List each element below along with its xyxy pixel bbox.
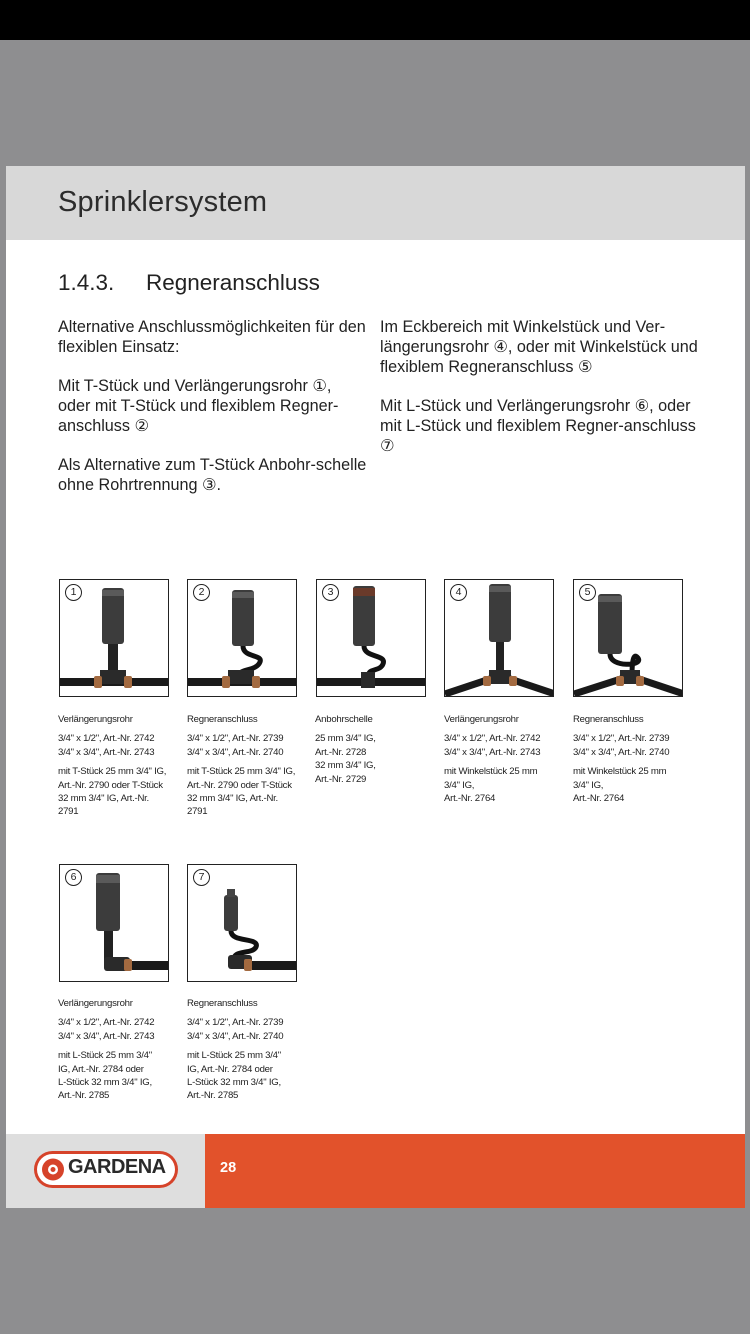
figure-note: mit Winkelstück 25 mm 3/4" IG, Art.-Nr. 2764: [573, 766, 667, 805]
figure-1: [59, 579, 169, 697]
figure-number-badge: 1: [65, 584, 82, 601]
status-bar: [0, 0, 750, 40]
figure-caption-3: [315, 713, 439, 792]
figure-note: mit L-Stück 25 mm 3/4" IG, Art.-Nr. 2784 oder L-Stück 32 mm 3/4" IG, Art.-Nr. 2785: [58, 1050, 152, 1102]
figure-number-badge: 6: [65, 869, 82, 886]
figure-caption-7: [187, 997, 311, 1103]
figure-2: [187, 579, 297, 697]
figure-number-badge: 4: [450, 584, 467, 601]
figure-title: Verlängerungsrohr: [58, 714, 133, 725]
footer-accent-bar: [205, 1134, 745, 1208]
figure-caption-5: [573, 713, 697, 805]
figure-note: mit L-Stück 25 mm 3/4" IG, Art.-Nr. 2784 oder L-Stück 32 mm 3/4" IG, Art.-Nr. 2785: [187, 1050, 281, 1102]
figure-note: mit T-Stück 25 mm 3/4" IG, Art.-Nr. 2790 oder T-Stück 32 mm 3/4" IG, Art.-Nr. 2791: [187, 766, 296, 818]
gardena-flower-icon: [39, 1155, 67, 1184]
intro-paragraph: Mit T-Stück und Verlängerungsrohr ①, oder mit T-Stück und flexiblem Regner-anschluss ②: [58, 377, 339, 435]
figure-number-badge: 7: [193, 869, 210, 886]
figure-number-badge: 3: [322, 584, 339, 601]
intro-paragraph: Mit L-Stück und Verlängerungsrohr ⑥, oder mit L-Stück und flexiblem Regner-anschluss ⑦: [380, 397, 696, 455]
figure-sizes: 3/4" x 1/2", Art.-Nr. 2739 3/4" x 3/4", Art.-Nr. 2740: [187, 733, 284, 758]
figure-title: Verlängerungsrohr: [444, 714, 519, 725]
figure-caption-6: [58, 997, 182, 1103]
page-number: 28: [220, 1160, 237, 1176]
figure-sizes: 3/4" x 1/2", Art.-Nr. 2742 3/4" x 3/4", Art.-Nr. 2743: [58, 733, 155, 758]
document-page: [6, 166, 745, 1208]
figure-title: Regneranschluss: [187, 714, 258, 725]
section-number: 1.4.3.: [58, 270, 115, 295]
intro-column-right: [380, 317, 710, 475]
intro-paragraph: Als Alternative zum T-Stück Anbohr-schelle ohne Rohrtrennung ③.: [58, 456, 367, 494]
page-title: Sprinklersystem: [58, 186, 268, 218]
brand-name: GARDENA: [68, 1156, 166, 1178]
figure-5: [573, 579, 683, 697]
figure-caption-2: [187, 713, 311, 819]
page-header: [6, 166, 745, 240]
figure-caption-1: [58, 713, 182, 819]
figure-caption-4: [444, 713, 568, 805]
figure-title: Verlängerungsrohr: [58, 998, 133, 1009]
figure-4: [444, 579, 554, 697]
gardena-logo: [34, 1151, 178, 1188]
figure-title: Regneranschluss: [187, 998, 258, 1009]
figure-number-badge: 2: [193, 584, 210, 601]
page-footer: [6, 1134, 745, 1208]
figure-7: [187, 864, 297, 982]
figure-sizes: 25 mm 3/4" IG, Art.-Nr. 2728 32 mm 3/4" IG, Art.-Nr. 2729: [315, 733, 376, 785]
intro-paragraph: Alternative Anschlussmöglichkeiten für den flexiblen Einsatz:: [58, 318, 366, 356]
intro-column-left: [58, 317, 368, 514]
figure-sizes: 3/4" x 1/2", Art.-Nr. 2739 3/4" x 3/4", Art.-Nr. 2740: [187, 1017, 284, 1042]
section-title: Regneranschluss: [146, 270, 320, 295]
figure-sizes: 3/4" x 1/2", Art.-Nr. 2742 3/4" x 3/4", Art.-Nr. 2743: [58, 1017, 155, 1042]
figure-title: Regneranschluss: [573, 714, 644, 725]
figure-6: [59, 864, 169, 982]
section-heading: [58, 270, 320, 296]
figure-sizes: 3/4" x 1/2", Art.-Nr. 2742 3/4" x 3/4", Art.-Nr. 2743: [444, 733, 541, 758]
figure-sizes: 3/4" x 1/2", Art.-Nr. 2739 3/4" x 3/4", Art.-Nr. 2740: [573, 733, 670, 758]
figure-number-badge: 5: [579, 584, 596, 601]
logo-area: [6, 1134, 205, 1208]
figure-note: mit Winkelstück 25 mm 3/4" IG, Art.-Nr. 2764: [444, 766, 538, 805]
figure-3: [316, 579, 426, 697]
figure-note: mit T-Stück 25 mm 3/4" IG, Art.-Nr. 2790 oder T-Stück 32 mm 3/4" IG, Art.-Nr. 2791: [58, 766, 167, 818]
figure-title: Anbohrschelle: [315, 714, 373, 725]
intro-paragraph: Im Eckbereich mit Winkelstück und Ver-längerungsrohr ④, oder mit Winkelstück und flexiblem Regneranschluss ⑤: [380, 318, 698, 376]
